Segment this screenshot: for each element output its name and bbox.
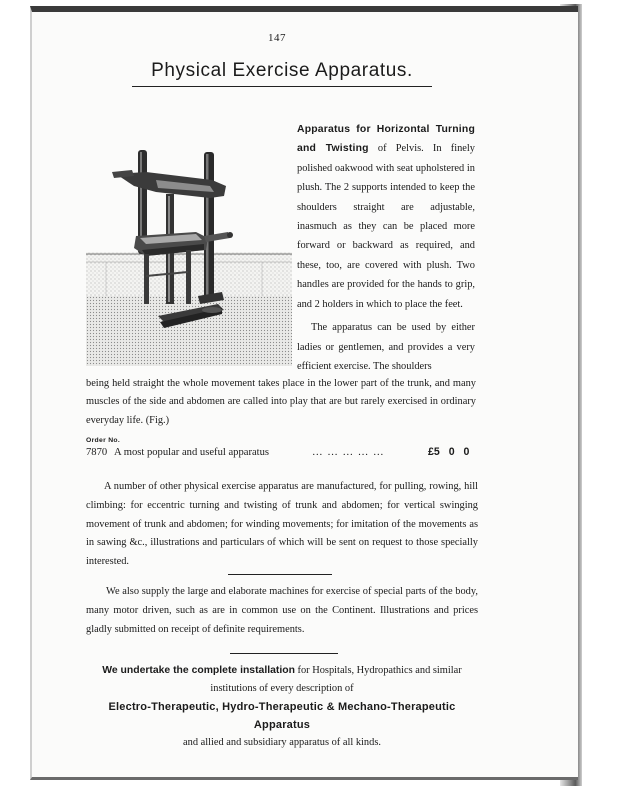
product-heading: Apparatus for Horizontal Turning and Twisting	[297, 124, 475, 155]
page-title: Physical Exercise Apparatus.	[132, 60, 432, 87]
installation-text: for Hospitals, Hydropathics and similar institutions of every description of	[210, 665, 462, 694]
order-number-label: Order No.	[86, 437, 121, 444]
section-divider	[230, 653, 338, 654]
section-divider	[228, 574, 332, 575]
leader-dots: … … … … …	[312, 447, 385, 458]
exercise-apparatus-illustration	[86, 146, 292, 366]
order-description: A most popular and useful apparatus	[114, 447, 270, 458]
page-number: 147	[268, 32, 286, 44]
product-description	[297, 120, 475, 314]
order-number: 7870	[86, 447, 108, 458]
order-row	[86, 446, 480, 458]
order-price: £5 0 0	[428, 446, 470, 458]
installation-bold-text: We undertake the complete installation	[102, 665, 295, 676]
large-machines-paragraph: We also supply the large and elaborate machines for exercise of special parts of the body, many motor driven, such as are in common use on the Continent. Illustrations and prices gladly submitted on receipt of definite requirements.	[86, 586, 478, 636]
installation-closing-text: and allied and subsidiary apparatus of all kinds.	[183, 737, 381, 748]
product-description-text: of Pelvis. In finely polished oakwood with seat upholstered in plush. The 2 supports intended to keep the shoulders straight are adjustable, inasmuch as they can be placed more forward or backward as required, and these, too, are covered with plush. Two handles are provided for the hands to grip, and 2 holders in which to place the feet.	[297, 143, 475, 310]
usage-paragraph-end: being held straight the whole movement takes place in the lower part of the trunk, and many muscles of the side and abdomen are called into play that are but rarely exercised in ordinary everyday life. (Fig.)	[86, 378, 476, 426]
therapeutic-apparatus-heading: Electro-Therapeutic, Hydro-Therapeutic & Mechano-Therapeutic Apparatus	[108, 701, 456, 731]
usage-paragraph-start: The apparatus can be used by either ladies or gentlemen, and provides a very efficient exercise. The shoulders	[297, 322, 475, 373]
installation-line-1	[86, 662, 478, 698]
installation-notice	[86, 662, 478, 752]
other-apparatus-paragraph: A number of other physical exercise apparatus are manufactured, for pulling, rowing, hill climbing: for eccentric turning and twisting of trunk and abdomen; for vertical swinging movement of trunk and abdomen; for winding movements; for imitation of the movements as in sawing &c., illustrations and particulars of which will be sent on request to those specially interested.	[86, 481, 478, 568]
